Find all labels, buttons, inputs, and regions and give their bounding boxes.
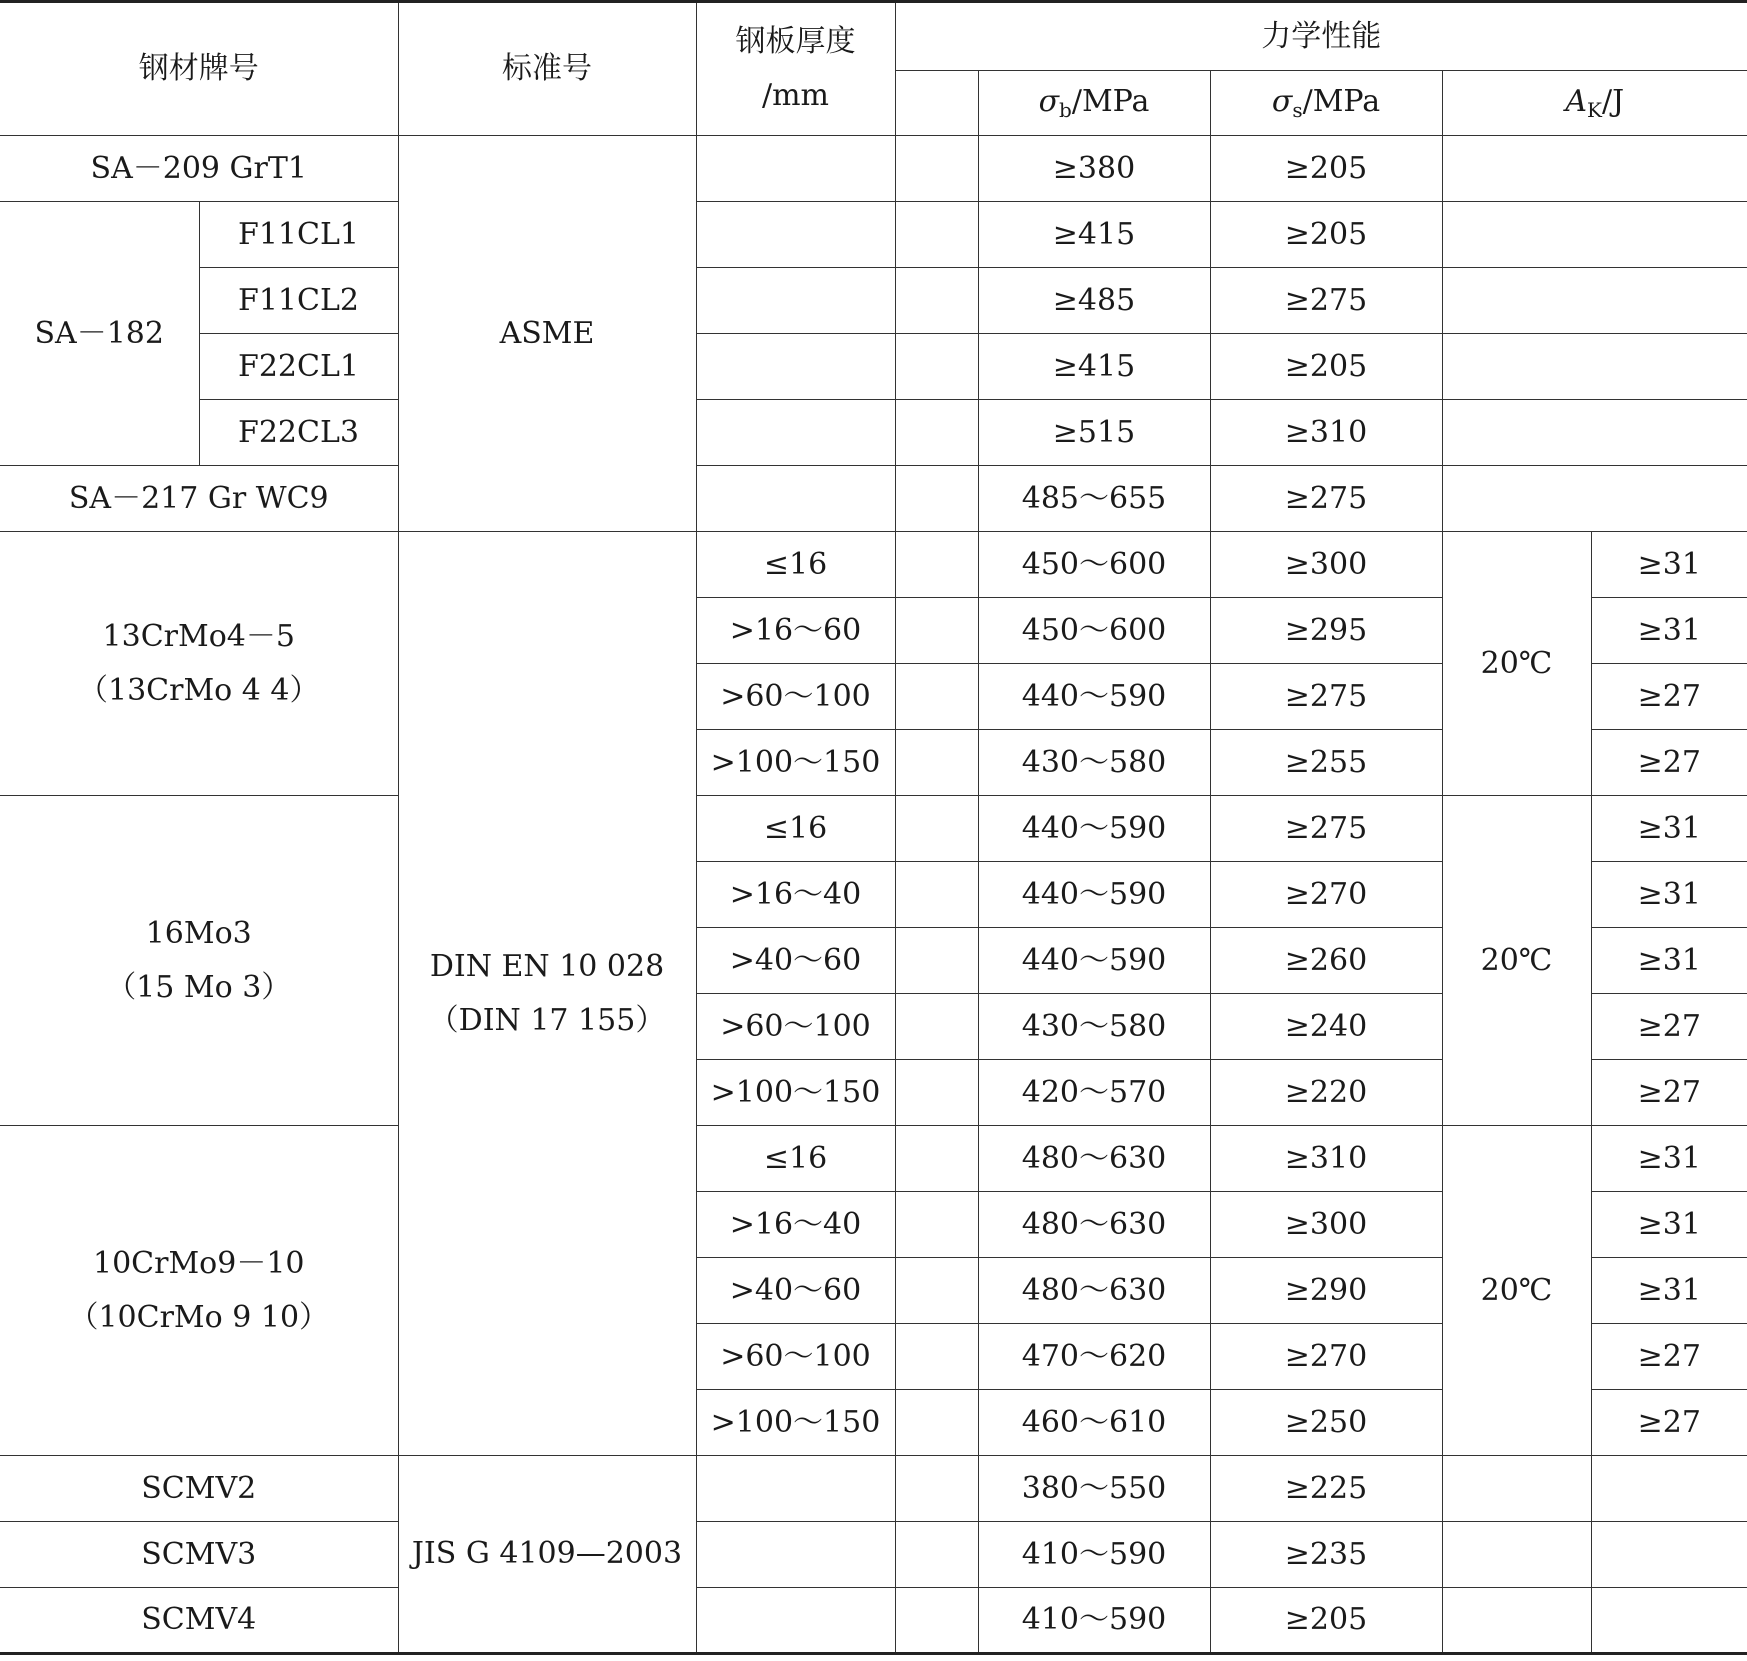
ak-cell: ≥31 bbox=[1591, 1192, 1747, 1258]
table-row bbox=[0, 796, 1747, 862]
temperature-cell: 20℃ bbox=[1442, 532, 1591, 796]
sigma-s-cell: ≥290 bbox=[1210, 1258, 1442, 1324]
grade-cell: 16Mo3 （15 Mo 3） bbox=[0, 796, 398, 1126]
sigma-b-cell: 485～655 bbox=[978, 466, 1210, 532]
ak-cell: ≥31 bbox=[1591, 928, 1747, 994]
ak-cell: ≥31 bbox=[1591, 796, 1747, 862]
header-row-1 bbox=[0, 2, 1747, 71]
sigma-s-cell: ≥205 bbox=[1210, 136, 1442, 202]
sigma-b-cell: 380～550 bbox=[978, 1456, 1210, 1522]
temperature-cell: 20℃ bbox=[1442, 1126, 1591, 1456]
sigma-s-cell: ≥250 bbox=[1210, 1390, 1442, 1456]
thickness-cell: >60～100 bbox=[696, 664, 895, 730]
header-ak: $A_K/J$ bbox=[1442, 71, 1747, 136]
sigma-b-cell: 480～630 bbox=[978, 1192, 1210, 1258]
sigma-s-cell: ≥220 bbox=[1210, 1060, 1442, 1126]
sigma-s-cell: ≥300 bbox=[1210, 1192, 1442, 1258]
grade-cell: SA－217 Gr WC9 bbox=[0, 466, 398, 532]
header-mechanical: 力学性能 bbox=[895, 2, 1747, 71]
grade-cell: SCMV3 bbox=[0, 1522, 398, 1588]
sigma-b-cell: ≥380 bbox=[978, 136, 1210, 202]
table-row bbox=[0, 1522, 1747, 1588]
thickness-cell: >100～150 bbox=[696, 1060, 895, 1126]
sigma-b-cell: 440～590 bbox=[978, 928, 1210, 994]
sigma-s-cell: ≥205 bbox=[1210, 1588, 1442, 1654]
sigma-s-cell: ≥295 bbox=[1210, 598, 1442, 664]
table-row bbox=[0, 532, 1747, 598]
sigma-s-cell: ≥235 bbox=[1210, 1522, 1442, 1588]
thickness-cell: ≤16 bbox=[696, 532, 895, 598]
sigma-s-cell: ≥275 bbox=[1210, 268, 1442, 334]
subgrade-cell: F22CL3 bbox=[199, 400, 398, 466]
sigma-s-cell: ≥270 bbox=[1210, 1324, 1442, 1390]
sigma-b-cell: 480～630 bbox=[978, 1126, 1210, 1192]
subgrade-cell: F11CL1 bbox=[199, 202, 398, 268]
thickness-cell: >16～40 bbox=[696, 1192, 895, 1258]
sigma-s-cell: ≥310 bbox=[1210, 1126, 1442, 1192]
sigma-b-cell: 410～590 bbox=[978, 1522, 1210, 1588]
header-thickness bbox=[696, 2, 895, 136]
ak-cell: ≥27 bbox=[1591, 1324, 1747, 1390]
table-row bbox=[0, 400, 1747, 466]
thickness-cell: >16～40 bbox=[696, 862, 895, 928]
ak-cell: ≥31 bbox=[1591, 1258, 1747, 1324]
sigma-b-cell: 440～590 bbox=[978, 796, 1210, 862]
grade-cell: SA－209 GrT1 bbox=[0, 136, 398, 202]
sigma-b-cell: 420～570 bbox=[978, 1060, 1210, 1126]
sigma-b-cell: 440～590 bbox=[978, 664, 1210, 730]
header-thickness-unit: /mm bbox=[761, 78, 829, 113]
ak-cell: ≥31 bbox=[1591, 1126, 1747, 1192]
grade-cell: SCMV2 bbox=[0, 1456, 398, 1522]
standard-cell: ASME bbox=[398, 136, 696, 532]
header-standard: 标准号 bbox=[398, 2, 696, 136]
table-row bbox=[0, 334, 1747, 400]
sigma-b-cell: 410～590 bbox=[978, 1588, 1210, 1654]
thickness-cell: >100～150 bbox=[696, 1390, 895, 1456]
grade-cell: 13CrMo4－5 （13CrMo 4 4） bbox=[0, 532, 398, 796]
sigma-b-cell: 430～580 bbox=[978, 994, 1210, 1060]
thickness-cell: >40～60 bbox=[696, 928, 895, 994]
sigma-b-cell: ≥515 bbox=[978, 400, 1210, 466]
table-row bbox=[0, 1588, 1747, 1654]
table-row bbox=[0, 268, 1747, 334]
table-row bbox=[0, 202, 1747, 268]
header-blank bbox=[895, 71, 978, 136]
thickness-cell: >16～60 bbox=[696, 598, 895, 664]
sigma-b-cell: 460～610 bbox=[978, 1390, 1210, 1456]
sigma-s-cell: ≥270 bbox=[1210, 862, 1442, 928]
table-row bbox=[0, 466, 1747, 532]
header-sigma-b: $\sigma_b$/MPa bbox=[978, 71, 1210, 136]
thickness-cell: ≤16 bbox=[696, 1126, 895, 1192]
sigma-b-cell: 480～630 bbox=[978, 1258, 1210, 1324]
table-row bbox=[0, 136, 1747, 202]
thickness-cell: >100～150 bbox=[696, 730, 895, 796]
thickness-cell: >40～60 bbox=[696, 1258, 895, 1324]
ak-cell: ≥27 bbox=[1591, 730, 1747, 796]
sigma-s-cell: ≥205 bbox=[1210, 202, 1442, 268]
standard-cell: JIS G 4109—2003 bbox=[398, 1456, 696, 1654]
ak-cell: ≥27 bbox=[1591, 1060, 1747, 1126]
thickness-cell: >60～100 bbox=[696, 1324, 895, 1390]
grade-cell: 10CrMo9－10 （10CrMo 9 10） bbox=[0, 1126, 398, 1456]
sigma-s-cell: ≥205 bbox=[1210, 334, 1442, 400]
ak-cell: ≥27 bbox=[1591, 994, 1747, 1060]
sigma-b-cell: 450～600 bbox=[978, 532, 1210, 598]
grade-cell: SA－182 bbox=[0, 202, 199, 466]
ak-cell: ≥31 bbox=[1591, 532, 1747, 598]
thickness-cell: ≤16 bbox=[696, 796, 895, 862]
sigma-b-cell: ≥485 bbox=[978, 268, 1210, 334]
subgrade-cell: F22CL1 bbox=[199, 334, 398, 400]
sigma-s-cell: ≥275 bbox=[1210, 466, 1442, 532]
sigma-s-cell: ≥260 bbox=[1210, 928, 1442, 994]
sigma-b-cell: 450～600 bbox=[978, 598, 1210, 664]
sigma-b-cell: ≥415 bbox=[978, 202, 1210, 268]
sigma-s-cell: ≥240 bbox=[1210, 994, 1442, 1060]
sigma-b-cell: ≥415 bbox=[978, 334, 1210, 400]
temperature-cell: 20℃ bbox=[1442, 796, 1591, 1126]
table-row bbox=[0, 1126, 1747, 1192]
sigma-b-cell: 430～580 bbox=[978, 730, 1210, 796]
sigma-s-cell: ≥275 bbox=[1210, 796, 1442, 862]
sigma-s-cell: ≥225 bbox=[1210, 1456, 1442, 1522]
sigma-s-cell: ≥275 bbox=[1210, 664, 1442, 730]
table-row bbox=[0, 1456, 1747, 1522]
thickness-cell: >60～100 bbox=[696, 994, 895, 1060]
subgrade-cell: F11CL2 bbox=[199, 268, 398, 334]
ak-cell: ≥27 bbox=[1591, 664, 1747, 730]
sigma-s-cell: ≥255 bbox=[1210, 730, 1442, 796]
grade-cell: SCMV4 bbox=[0, 1588, 398, 1654]
sigma-b-cell: 440～590 bbox=[978, 862, 1210, 928]
header-thickness-label: 钢板厚度 bbox=[735, 24, 856, 59]
ak-cell: ≥27 bbox=[1591, 1390, 1747, 1456]
ak-cell: ≥31 bbox=[1591, 862, 1747, 928]
sigma-s-cell: ≥310 bbox=[1210, 400, 1442, 466]
sigma-s-cell: ≥300 bbox=[1210, 532, 1442, 598]
standard-cell: DIN EN 10 028 （DIN 17 155） bbox=[398, 532, 696, 1456]
header-grade: 钢材牌号 bbox=[0, 2, 398, 136]
header-sigma-s: $\sigma_s$/MPa bbox=[1210, 71, 1442, 136]
ak-cell: ≥31 bbox=[1591, 598, 1747, 664]
sigma-b-cell: 470～620 bbox=[978, 1324, 1210, 1390]
